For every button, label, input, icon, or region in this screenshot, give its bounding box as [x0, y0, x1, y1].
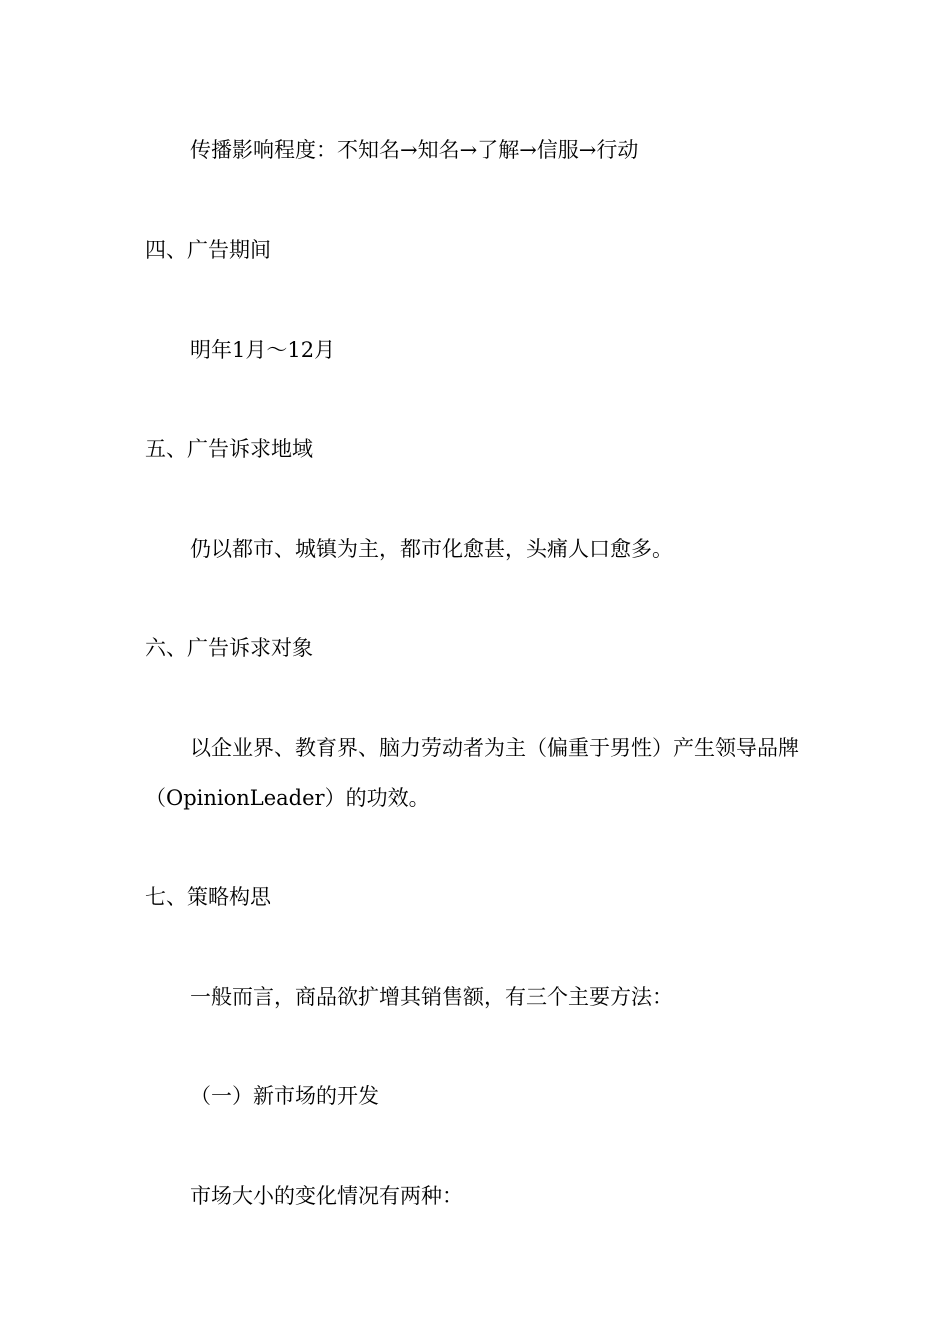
- paragraph-ad-region: 仍以都市、城镇为主，都市化愈甚，头痛人口愈多。: [190, 537, 673, 561]
- heading-ad-region: 五、广告诉求地域: [145, 437, 313, 461]
- subheading-new-market: （一）新市场的开发: [190, 1084, 379, 1108]
- paragraph-market-size: 市场大小的变化情况有两种：: [190, 1184, 463, 1208]
- paragraph-propagation-levels: 传播影响程度：不知名→知名→了解→信服→行动: [190, 138, 639, 162]
- heading-strategy: 七、策略构思: [145, 885, 271, 909]
- heading-ad-audience: 六、广告诉求对象: [145, 636, 313, 660]
- paragraph-ad-period: 明年1月～12月: [190, 338, 336, 362]
- paragraph-strategy-intro: 一般而言，商品欲扩增其销售额，有三个主要方法：: [190, 985, 673, 1009]
- paragraph-ad-audience: 以企业界、教育界、脑力劳动者为主（偏重于男性）产生领导品牌（OpinionLeader）的功效。: [145, 736, 799, 810]
- heading-ad-period: 四、广告期间: [145, 238, 271, 262]
